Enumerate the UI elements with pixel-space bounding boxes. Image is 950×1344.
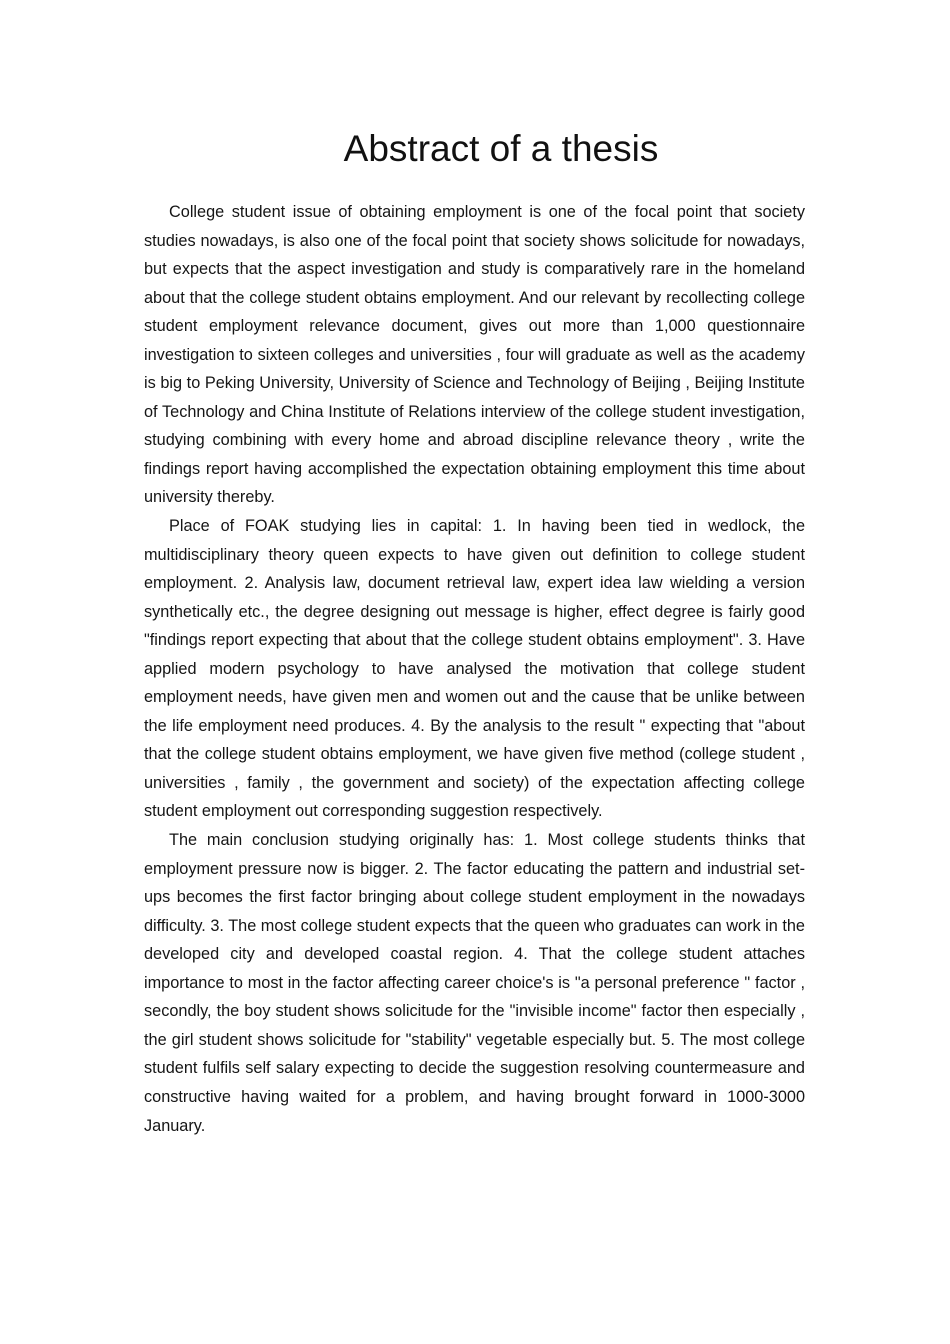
paragraph-innovations: Place of FOAK studying lies in capital: 1. In having been tied in wedlock, the multidisciplinary theory queen expects to have given out definition to college student employment. 2. Analysis law, document retrieval law, expert idea law wielding a version synthetically etc., the degree designing out message is higher, effect degree is fairly good "findings report expecting that about that the college student obtains employment". 3. Have applied modern psychology to have analysed the motivation that college student employment needs, have given men and women out and the cause that be unlike between the life employment need produces. 4. By the analysis to the result " expecting that "about that the college student obtains employment, we have given five method (college student , universities , family , the government and society) of the expectation affecting college student employment out corresponding suggestion respectively. [144,517,805,821]
paragraph-conclusions: The main conclusion studying originally has: 1. Most college students thinks that employment pressure now is bigger. 2. The factor educating the pattern and industrial set-ups becomes the first factor bringing about college student employment in the nowadays difficulty. 3. The most college student expects that the queen who graduates can work in the developed city and developed coastal region. 4. That the college student attaches importance to most in the factor affecting career choice's is "a personal preference " factor , secondly, the boy student shows solicitude for the "invisible income" factor then especially , the girl student shows solicitude for "stability" vegetable especially but. 5. The most college student fulfils self salary expecting to decide the suggestion resolving countermeasure and constructive having waited for a problem, and having brought forward in 1000-3000 January. [144,831,805,1135]
page-title: Abstract of a thesis [343,128,659,169]
abstract-body [144,198,805,1140]
paragraph-background: College student issue of obtaining employment is one of the focal point that society studies nowadays, is also one of the focal point that society shows solicitude for nowadays, but expects that the aspect investigation and study is comparatively rare in the homeland about that the college student obtains employment. And our relevant by recollecting college student employment relevance document, gives out more than 1,000 questionnaire investigation to sixteen colleges and universities , four will graduate as well as the academy is big to Peking University, University of Science and Technology of Beijing , Beijing Institute of Technology and China Institute of Relations interview of the college student investigation, studying combining with every home and abroad discipline relevance theory , write the findings report having accomplished the expectation obtaining employment this time about university thereby. [144,203,805,507]
